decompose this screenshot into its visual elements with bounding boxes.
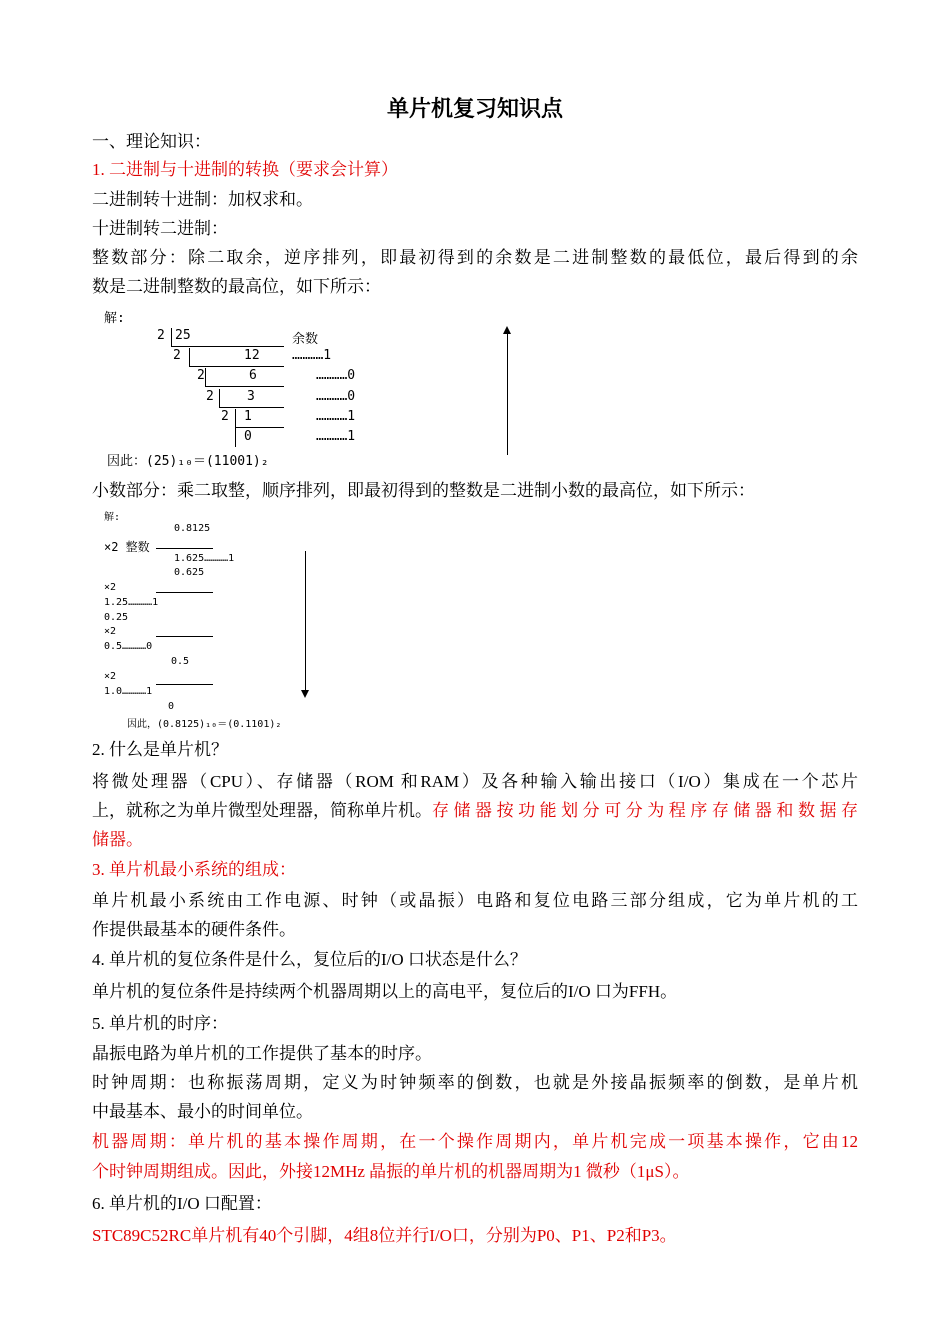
fig1-quotient: 1 [244,409,252,424]
fig2-value: 0 [168,701,175,712]
q4-heading: 4. 单片机的复位条件是什么，复位后的I/O 口状态是什么？ [92,950,527,969]
fig2-result: 1.25…………1 [104,597,159,608]
multiply-line [156,636,213,637]
down-arrow-icon [301,690,309,698]
division-bracket [171,328,172,346]
fig1-remainder: …………0 [316,368,356,383]
division-bracket [171,346,284,347]
q5-line3: 中最基本、最小的时间单位。 [92,1102,313,1121]
fig2-multiply-label: ×2 [104,582,117,593]
fig2-multiply-label: ×2 [104,671,117,682]
fig1-divisor: 2 [157,328,165,343]
section-heading-theory: 一、理论知识： [92,132,211,151]
division-bracket [235,409,236,447]
q1-fraction-part: 小数部分：乘二取整，顺序排列，即最初得到的整数是二进制小数的最高位，如下所示： [92,481,755,500]
q1-heading: 1. 二进制与十进制的转换（要求会计算） [92,160,398,179]
fig2-result: 0.5…………0 [104,641,153,652]
q1-integer-part-line1: 整数部分：除二取余，逆序排列，即最初得到的余数是二进制整数的最低位，最后得到的余 [92,248,858,267]
up-arrow-icon [503,326,511,334]
fig1-remainder: …………1 [292,348,332,363]
fig1-quotient: 6 [249,368,257,383]
q5-heading: 5. 单片机的时序： [92,1014,228,1033]
fig2-conclusion: 因此，(0.8125)₁₀＝(0.1101)₂ [127,719,282,730]
fig1-remainder: …………1 [316,429,356,444]
q2-line1: 将微处理器（CPU）、存储器（ROM 和RAM）及各种输入输出接口（I/O）集成在一个芯片 [92,772,858,791]
fig1-remainder-label: 余数 [292,332,319,347]
q2-heading: 2. 什么是单片机？ [92,740,228,759]
fig2-value: 0.8125 [174,523,211,534]
multiply-line [156,592,213,593]
division-bracket [235,427,284,428]
multiply-line [156,684,213,685]
q2-line2 [92,800,858,822]
up-arrow-shaft [507,333,508,455]
division-bracket [219,389,220,407]
fig1-quotient: 3 [247,389,255,404]
division-bracket [189,366,284,367]
q3-heading: 3. 单片机最小系统的组成： [92,860,296,879]
q5-line4: 机器周期：单片机的基本操作周期，在一个操作周期内，单片机完成一项基本操作，它由12 [92,1132,858,1151]
division-bracket [219,407,284,408]
page-title: 单片机复习知识点 [386,97,563,122]
q3-line1: 单片机最小系统由工作电源、时钟（或晶振）电路和复位电路三部分组成，它为单片机的工 [92,891,858,910]
fig1-remainder: …………1 [316,409,356,424]
fig2-value: 0.25 [104,612,129,623]
fig2-jie-label: 解: [104,512,121,523]
down-arrow-shaft [305,551,306,692]
q5-line1: 晶振电路为单片机的工作提供了基本的时序。 [92,1044,432,1063]
fig1-divisor: 2 [206,389,214,404]
fig1-jie-label: 解: [104,311,125,326]
fig2-multiply-label: ×2 [104,626,117,637]
fig2-result: 1.0…………1 [104,686,153,697]
fig1-divisor: 2 [221,409,229,424]
division-bracket [205,368,206,386]
fig1-quotient: 12 [244,348,260,363]
fig1-quotient: 0 [244,429,252,444]
q4-line1: 单片机的复位条件是持续两个机器周期以上的高电平，复位后的I/O 口为FFH。 [92,982,678,1001]
multiply-line [156,548,213,549]
fig2-result: 1.625…………1 [174,553,235,564]
q6-heading: 6. 单片机的I/O 口配置： [92,1194,272,1213]
q1-paragraph-dec-to-bin: 十进制转二进制： [92,219,228,238]
q2-line2-red: 存储器按功能划分可分为程序存储器和数据存 [432,801,858,820]
fig1-divisor: 2 [173,348,181,363]
fig1-conclusion: 因此：(25)₁₀＝(11001)₂ [107,454,269,469]
division-bracket [205,386,284,387]
q3-line2: 作提供最基本的硬件条件。 [92,920,296,939]
q6-line1: STC89C52RC单片机有40个引脚，4组8位并行I/O口，分别为P0、P1、P2和P3。 [92,1226,677,1245]
q5-line2: 时钟周期：也称振荡周期，定义为时钟频率的倒数，也就是外接晶振频率的倒数，是单片机 [92,1073,858,1092]
q2-line3: 储器。 [92,830,143,849]
q1-integer-part-line2: 数是二进制整数的最高位，如下所示： [92,277,381,296]
fig2-value: 0.625 [174,567,205,578]
division-bracket [189,348,190,366]
q5-line5: 个时钟周期组成。因此，外接12MHz 晶振的单片机的机器周期为1 微秒（1μS）。 [92,1162,690,1181]
fig2-multiply-label: ×2 整数 [104,540,150,554]
q1-paragraph-bin-to-dec: 二进制转十进制：加权求和。 [92,190,313,209]
fig1-remainder: …………0 [316,389,356,404]
fig1-quotient: 25 [175,328,191,343]
fig1-divisor: 2 [197,368,205,383]
fig2-value: 0.5 [171,656,190,667]
q2-line2-text: 上，就称之为单片微型处理器，简称单片机。 [92,801,432,820]
